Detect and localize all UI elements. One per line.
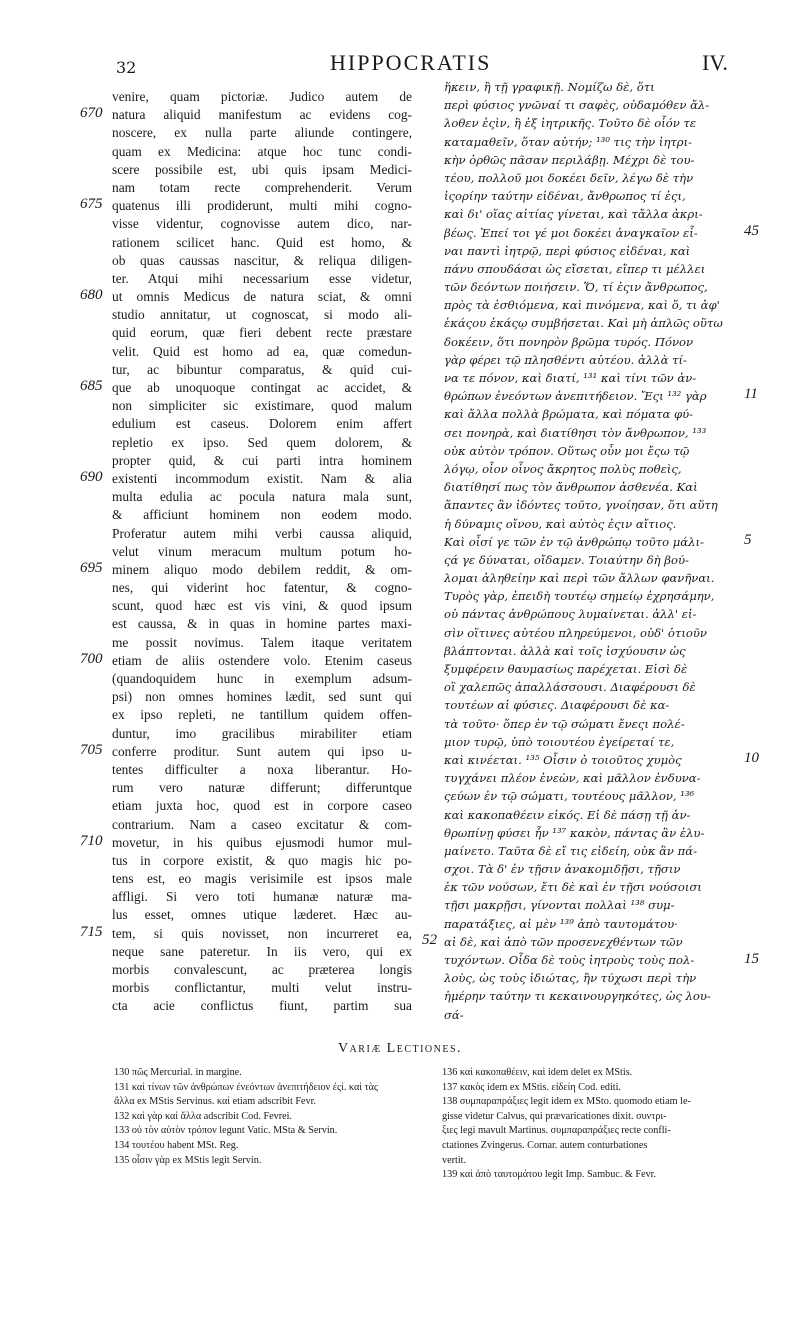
latin-line: tem, si quis novisset, non incurreret ea, bbox=[112, 925, 412, 941]
latin-line: contrarium. Nam a caseo excitatur & com- bbox=[112, 816, 412, 832]
greek-line: βλάπτονται. ἀλλὰ καὶ τοῖς ἰσχύουσιν ὡς bbox=[444, 643, 686, 658]
greek-line: λόγῳ, οἷον οἶνος ἄκρητος πολὺς ποθεὶς, bbox=[444, 461, 682, 476]
line-number: 715 bbox=[80, 924, 103, 941]
greek-text-column bbox=[444, 78, 736, 1024]
greek-line: τῇσι μακρῇσι, γίνονται πολλαὶ ¹³⁸ συμ- bbox=[444, 898, 675, 913]
latin-line: tentes difficulter a noxa liberantur. Ho- bbox=[112, 761, 412, 777]
greek-line: μιον τυρῷ, ὑπὸ τοιουτέου ἐγείρεταί τε, bbox=[444, 734, 675, 749]
latin-line: ob quas caussas nascitur, & reliqua diligen- bbox=[112, 252, 412, 268]
greek-line: οἳ χαλεπῶς ἀπαλλάσσουσι. Διαφέρουσι δὲ bbox=[444, 680, 696, 695]
line-number: 52 bbox=[422, 932, 437, 949]
latin-line: tus in corpore existit, & quo magis hic po- bbox=[112, 852, 412, 868]
greek-line: τυγχάνει πλέον ἐνεὼν, καὶ μᾶλλον ἐνδυνα- bbox=[444, 771, 701, 786]
latin-line: me possit novimus. Talem itaque veritatem bbox=[112, 634, 412, 650]
greek-line: αἱ δὲ, καὶ ἀπὸ τῶν προσενεχθέντων τῶν bbox=[444, 934, 683, 949]
line-number: 710 bbox=[80, 833, 103, 850]
greek-line: τέου, πολλοῦ μοι δοκέει δεῖν, λέγω δὲ τὴν bbox=[444, 170, 694, 185]
latin-line: nam totam recte comprehenderit. Verum bbox=[112, 179, 412, 195]
latin-line: etiam juxta hoc, quod est in corpore caseo bbox=[112, 798, 412, 814]
greek-line: γὰρ φέρει τῷ πλησθέντι αὐτέου. ἀλλὰ τί- bbox=[444, 352, 687, 367]
page-number: 32 bbox=[116, 58, 137, 77]
greek-line: τὰ τοῦτο· ὅπερ ἐν τῷ σώματι ἔνεςι πολέ- bbox=[444, 716, 685, 731]
footnote: 135 οἷσιν γὰρ ex MStis legit Servin. bbox=[114, 1154, 262, 1166]
latin-line: quatenus illi prodiderunt, multi mihi cogno- bbox=[112, 198, 412, 214]
greek-line: μαίνετο. Ταῦτα δὲ εἴ τις εἰδείη, οὐκ ἂν πά- bbox=[444, 843, 698, 858]
line-number: 690 bbox=[80, 469, 103, 486]
latin-line: nes, qui viderint hoc fatentur, & cogno- bbox=[112, 580, 412, 596]
latin-line: est caussa, & in quas in homine partes maxi- bbox=[112, 616, 412, 632]
latin-line: cta acie conflictus fiunt, partim sua bbox=[112, 998, 412, 1014]
greek-line: οὐκ αὐτὸν τρόπον. Οὕτως οὖν μοι ἔςω τῷ bbox=[444, 443, 690, 458]
greek-line: βέως. Ἐπεί τοι γέ μοι δοκέει ἀναγκαῖον εἶ- bbox=[444, 225, 698, 240]
greek-line: Καὶ οἷσί γε τῶν ἐν τῷ ἀνθρώπῳ τοῦτο μάλι- bbox=[444, 534, 704, 549]
latin-line: visse videntur, cognovisse autem dico, nar- bbox=[112, 216, 412, 232]
footnote: vertit. bbox=[442, 1154, 467, 1166]
greek-line: τυχόντων. Οἶδα δὲ τοὺς ἰητροὺς τοὺς πολ- bbox=[444, 953, 695, 967]
greek-line: ἡ δύναμις οἴνου, καὶ αὐτὸς ἐςιν αἴτιος. bbox=[444, 516, 677, 531]
greek-line: ἅπαντες ἂν ἰδόντες τοῦτο, γνοίησαν, ὅτι αὕτη bbox=[444, 498, 718, 513]
latin-line: quid eorum, quæ fieri debent recte præstare bbox=[112, 325, 412, 341]
line-number: 15 bbox=[744, 950, 759, 967]
greek-line: θρώπων ἐνεόντων ἀνεπιτήδειον. Ἔςι ¹³² γὰρ bbox=[444, 389, 707, 404]
greek-line: διατίθησί πως τὸν ἄνθρωπον ἀσθενέα. Καὶ bbox=[444, 480, 698, 495]
line-number: 700 bbox=[80, 651, 103, 668]
greek-line: τουτέων αἱ φύσιες. Διαφέρουσι δὲ κα- bbox=[444, 698, 670, 713]
greek-line: πρὸς τὰ ἐσθιόμενα, καὶ πινόμενα, καὶ ὅ, τι ἀφ' bbox=[444, 298, 720, 313]
footnote: 136 καὶ κακοπαθέειν, καὶ idem delet ex MStis. bbox=[442, 1067, 633, 1078]
greek-line: καὶ κινέεται. ¹³⁵ Οἷσιν ὁ τοιοῦτος χυμὸς bbox=[444, 752, 682, 767]
latin-line: rationem scilicet hanc. Quid est homo, & bbox=[112, 234, 412, 250]
footnote: 132 καὶ γὰρ καὶ ἄλλα adscribit Cod. Fevrei. bbox=[114, 1110, 293, 1122]
greek-line: ἥκειν, ἢ τῇ γραφικῇ. Νομίζω δὲ, ὅτι bbox=[444, 80, 655, 94]
line-number: 45 bbox=[744, 222, 759, 239]
greek-line: ςεύων ἐν τῷ σώματι, τουτέους μᾶλλον, ¹³⁶ bbox=[444, 789, 695, 804]
footnote: 131 καὶ τίνων τῶν ἀνθρώπων ἐνεόντων ἀνεπιτήδειον ἐςί. καὶ τὰς bbox=[114, 1081, 379, 1093]
footnotes-right bbox=[442, 1066, 742, 1183]
greek-line: κὴν ὀρθῶς πᾶσαν περιλάβῃ. Μέχρι δὲ του- bbox=[444, 152, 695, 167]
latin-line: ter. Atqui mihi necessarium esse videtur, bbox=[112, 270, 412, 286]
latin-line: psi) non omnes homines lædit, sed sunt qui bbox=[112, 689, 412, 705]
latin-line: velit. Quid est homo ad ea, quæ comedun- bbox=[112, 343, 412, 359]
greek-line: ἡμέρην ταύτην τι κεκαινουργηκότες, ὡς λου- bbox=[444, 989, 711, 1004]
latin-line: affligi. Si vero toti humanæ naturæ ma- bbox=[112, 889, 412, 905]
greek-line: ἐκ τῶν νούσων, ἔτι δὲ καὶ ἐν τῇσι νούσοισι bbox=[444, 880, 702, 895]
running-title: HIPPOCRATIS bbox=[330, 50, 492, 75]
latin-line: ex ipso repleti, ne tantillum quidem offen- bbox=[112, 707, 412, 723]
latin-line: minem aliquo modo debilem reddit, & om- bbox=[112, 561, 412, 577]
greek-line: σὶν οἵτινες αὐτέου πληρεύμενοι, οὐδ' ὁτιοῦν bbox=[444, 625, 707, 640]
latin-line: neque sane pateretur. In iis vero, qui ex bbox=[112, 943, 412, 959]
greek-line: καὶ κακοπαθέειν εἰκός. Εἰ δὲ πάσῃ τῇ ἀν- bbox=[444, 807, 691, 822]
latin-line: ut omnis Medicus de natura sciat, & omni bbox=[112, 289, 412, 305]
latin-line: natura aliquid manifestum ac evidens cog- bbox=[112, 107, 412, 123]
greek-line: ςά γε δύναται, οἴδαμεν. Τοιαύτην δὴ βού- bbox=[444, 552, 689, 567]
line-number: 695 bbox=[80, 560, 103, 577]
latin-line: duntur, imo gracilibus mirabiliter etiam bbox=[112, 725, 412, 741]
latin-line: tens est, eo magis verisimile est ipsos male bbox=[112, 871, 412, 887]
line-number: 5 bbox=[744, 532, 752, 548]
greek-line: σει πονηρὰ, καὶ διατίθησι τὸν ἄνθρωπον, ¹³³ bbox=[444, 425, 707, 440]
footnote: ctationes Zvingerus. Cornar. autem conturbationes bbox=[442, 1139, 648, 1151]
greek-line: καὶ δι' οἵας αἰτίας γίνεται, καὶ τἄλλα ἀκρι- bbox=[444, 207, 703, 222]
greek-line: τῶν δεόντων ποιήσειν. Ὅ, τί ἐςιν ἄνθρωπος, bbox=[444, 280, 708, 295]
footnotes-left bbox=[114, 1066, 432, 1168]
greek-line: ξυμφέρειν θαυμασίως παρέχεται. Εἰσὶ δὲ bbox=[444, 662, 688, 676]
greek-line: λομαι ἀληθείην καὶ περὶ τῶν ἄλλων φανῆναι. bbox=[444, 571, 715, 586]
latin-line: repletio ex ipso. Sed quem dolorem, & bbox=[112, 434, 412, 450]
line-number: 685 bbox=[80, 378, 103, 395]
latin-line: Proferatur autem mihi verbi caussa aliquid, bbox=[112, 525, 412, 541]
greek-line: ἑκάςου ἑκάςῳ συμβήσεται. Καὶ μὴ ἁπλῶς οὕτω bbox=[444, 316, 723, 331]
latin-line: non simpliciter sic existimare, quod malum bbox=[112, 398, 412, 414]
latin-text-column bbox=[112, 88, 412, 1016]
footnote: 133 οὐ τὸν αὐτὸν τρόπον legunt Vatic. MSta & Servin. bbox=[114, 1125, 338, 1137]
footnote: ξιες legi mavult Martinus. συμπαραπράξιες recte confli- bbox=[442, 1125, 671, 1137]
latin-line: scere possibile est, ubi quis ipsam Medici- bbox=[112, 161, 412, 177]
line-number: 670 bbox=[80, 105, 103, 122]
footnote: 138 συμπαραπράξιες legit idem ex MSto. quomodo etiam le- bbox=[442, 1096, 691, 1108]
footnote: ἄλλα ex MStis Servinus. καὶ etiam adscribit Fevr. bbox=[114, 1096, 317, 1108]
greek-line: οὐ πάντας ἀνθρώπους λυμαίνεται. ἀλλ' εἰ- bbox=[444, 607, 697, 622]
greek-line: παρατάξιες, αἱ μὲν ¹³⁹ ἀπὸ ταυτομάτου· bbox=[444, 916, 678, 931]
greek-line: καὶ ἄλλα πολλὰ βρώματα, καὶ πόματα φύ- bbox=[444, 407, 694, 422]
line-number: 680 bbox=[80, 287, 103, 304]
greek-line: καταμαθεῖν, ὅταν αὐτήν; ¹³⁰ τις τὴν ἰητρι- bbox=[444, 134, 693, 149]
latin-line: venire, quam pictoriæ. Judico autem de bbox=[112, 89, 412, 104]
footnote: gisse videtur Calvus, qui prævaricationes dixit. συντρι- bbox=[442, 1110, 667, 1122]
footnote: 137 κακὸς idem ex MStis. εἰδείη Cod. editi. bbox=[442, 1081, 621, 1093]
latin-line: tur, ac bibuntur comparatus, & quid cui- bbox=[112, 361, 412, 377]
latin-line: que ab unoquoque contingat ac accidet, & bbox=[112, 380, 412, 395]
latin-line: movetur, in his quibus ejusmodi humor mul- bbox=[112, 834, 412, 850]
latin-line: conferre proditur. Sunt autem qui ipso u- bbox=[112, 743, 412, 759]
latin-line: propter quid, & cui parti intra hominem bbox=[112, 452, 412, 468]
footnote: 134 τουτέου habent MSt. Reg. bbox=[114, 1139, 239, 1151]
latin-line: noscere, ex nulla parte aliunde contingere, bbox=[112, 125, 412, 141]
footnote: 130 πῶς Mercurial. in margine. bbox=[114, 1067, 242, 1078]
latin-line: morbis conflictantur, multi velut instru- bbox=[112, 980, 412, 996]
section-number: IV. bbox=[702, 50, 728, 75]
greek-line: σά- bbox=[444, 1007, 464, 1022]
latin-line: rum vero naturæ differunt; differuntque bbox=[112, 780, 412, 796]
greek-line: Τυρὸς γὰρ, ἐπειδὴ τουτέῳ σημείῳ ἐχρησάμην, bbox=[444, 589, 715, 604]
latin-line: morbis convalescunt, ac præterea longis bbox=[112, 962, 412, 977]
latin-line: & afficiunt hominem non eodem modo. bbox=[112, 507, 412, 523]
latin-line: etiam de aliis ostendere volo. Etenim caseus bbox=[112, 652, 412, 668]
latin-line: quam ex Medicina: atque hoc tunc condi- bbox=[112, 143, 412, 159]
line-number: 11 bbox=[744, 386, 758, 403]
latin-line: edulium est caseus. Dolorem enim affert bbox=[112, 416, 412, 432]
line-number: 10 bbox=[744, 750, 759, 767]
latin-line: studio annitatur, ut cognoscat, si modo ali- bbox=[112, 307, 412, 323]
greek-line: λοθεν ἐςὶν, ἢ ἐξ ἰητρικῆς. Τοῦτο δὲ οἷόν τε bbox=[444, 116, 697, 131]
greek-line: να τε πόνον, καὶ διατί, ¹³¹ καὶ τίνι τῶν ἀν- bbox=[444, 371, 697, 385]
greek-line: θρωπίνῃ φύσει ἦν ¹³⁷ κακὸν, πάντας ἂν ἐλυ- bbox=[444, 825, 705, 840]
variae-lectiones-title: Variæ Lectiones. bbox=[337, 1041, 463, 1056]
greek-line: σχοι. Τὰ δ' ἐν τῇσιν ἀνακομιδῇσι, τῇσιν bbox=[444, 862, 681, 877]
line-number: 675 bbox=[80, 196, 103, 213]
latin-line: velut vinum meracum multum potum ho- bbox=[112, 543, 412, 559]
greek-line: ναι παντὶ ἰητρῷ, περὶ φύσιος εἰδέναι, καὶ bbox=[444, 243, 691, 258]
latin-line: (quandoquidem hunc in exemplum adsum- bbox=[112, 671, 412, 686]
greek-line: πάνυ σπουδάσαι ὡς εἴσεται, εἴπερ τι μέλλει bbox=[444, 261, 706, 276]
latin-line: lus esset, omnes utique læderet. Hæc au- bbox=[112, 907, 412, 923]
latin-line: existenti incommodum existit. Nam & alia bbox=[112, 470, 412, 486]
latin-line: scunt, quod hæc est vis vini, & quod ipsum bbox=[112, 598, 412, 614]
greek-line: περὶ φύσιος γνῶναί τι σαφὲς, οὐδαμόθεν ἄλ- bbox=[444, 98, 710, 113]
latin-line: multa edulia ac pocula natura mala sunt, bbox=[112, 489, 412, 505]
greek-line: λοὺς, ὡς τοὺς ἰδιώτας, ἢν τύχωσι περὶ τὴν bbox=[444, 971, 697, 986]
line-number: 705 bbox=[80, 742, 103, 759]
greek-line: ἱςορίην ταύτην εἰδέναι, ἄνθρωπος τί ἐςι, bbox=[444, 189, 686, 204]
footnote: 139 καὶ ἀπὸ ταυτομάτου legit Imp. Sambuc. & Fevr. bbox=[442, 1169, 657, 1181]
greek-line: δοκέειν, ὅτι πονηρὸν βρῶμα τυρός. Πόνον bbox=[444, 334, 694, 349]
